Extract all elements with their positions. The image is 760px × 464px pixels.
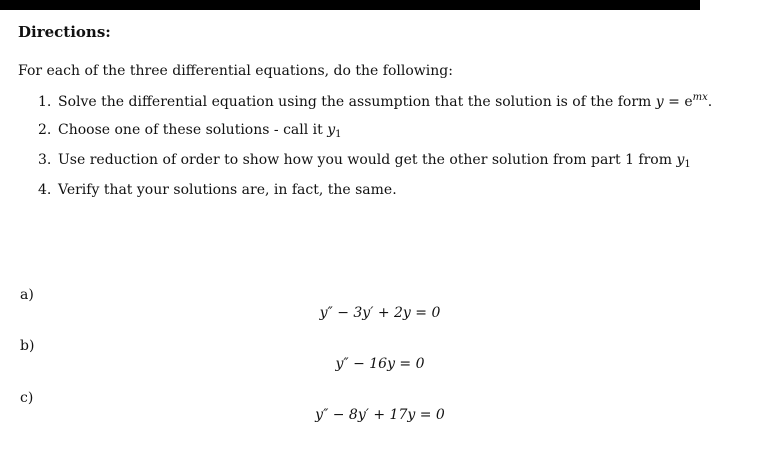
part-c-label: c): [20, 390, 34, 406]
step-text: Solve the differential equation using the assumption that the solution is of the form: [58, 94, 652, 110]
step-math: $y = e^{mx}$: [655, 92, 708, 110]
part-a-label: a): [20, 287, 34, 303]
step-number: 3.: [38, 152, 52, 168]
intro-text: For each of the three differential equations, do the following:: [18, 63, 453, 79]
part-a-equation: y″ − 3y′ + 2y = 0: [319, 305, 441, 321]
step-4: [38, 182, 397, 198]
step-number: 1.: [38, 94, 52, 110]
step-math: $y_1$: [676, 152, 691, 170]
step-text: Choose one of these solutions - call it: [58, 122, 323, 138]
part-c-equation: y″ − 8y′ + 17y = 0: [315, 407, 445, 423]
step-1: 1. Solve the differential equation using the assumption that the solution is of the form $y = e^{mx}$.: [38, 92, 713, 110]
directions-heading: Directions:: [18, 23, 111, 41]
step-3: [38, 152, 691, 170]
top-black-bar: [0, 0, 700, 10]
step-2: [38, 122, 342, 140]
step-text: Verify that your solutions are, in fact, the same.: [58, 182, 397, 198]
part-b-equation: y″ − 16y = 0: [335, 356, 425, 372]
step-number: 2.: [38, 122, 52, 138]
step-number: 4.: [38, 182, 52, 198]
step-math: $y_1$: [327, 122, 342, 140]
part-b-label: b): [20, 338, 35, 354]
step-text: Use reduction of order to show how you would get the other solution from part 1 from: [58, 152, 673, 168]
